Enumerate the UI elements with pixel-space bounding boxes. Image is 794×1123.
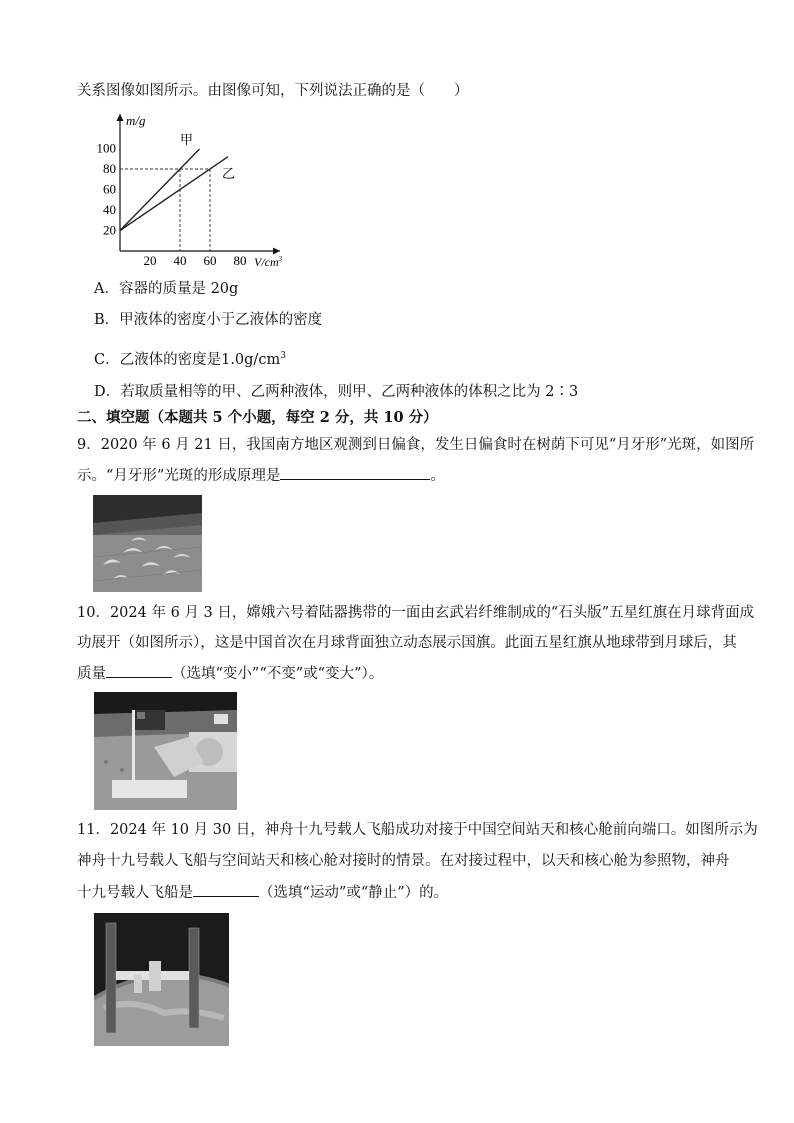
x-tick-labels xyxy=(144,253,247,268)
label-yi: 乙 xyxy=(222,166,236,181)
q11-line3: 十九号载人飞船是 （选填“运动”或“静止”）的。 xyxy=(77,882,448,903)
q11-answer-blank[interactable] xyxy=(193,882,259,897)
q10-line3: 质量 （选填“变小”“不变”或“变大”）。 xyxy=(77,663,383,684)
q9-line2: 示。“月牙形”光斑的形成原理是 。 xyxy=(77,465,445,486)
option-c[interactable]: C．乙液体的密度是$1.0g/cm^3$ xyxy=(94,351,286,368)
q8-stem-tail: 关系图像如图所示。由图像可知，下列说法正确的是（ ） xyxy=(77,83,469,99)
series-lines xyxy=(120,149,228,230)
space-station-photo xyxy=(94,913,229,1046)
q10-answer-blank[interactable] xyxy=(106,663,172,678)
section2-title: 二、填空题（本题共 5 个小题，每空 2 分，共 10 分） xyxy=(77,409,438,426)
solar-eclipse-shadow-photo xyxy=(93,495,202,592)
q11-line2: 神舟十九号载人飞船与空间站天和核心舱对接时的情景。在对接过程中，以天和核心舱为参照物，神舟 xyxy=(77,853,730,869)
mass-volume-graph xyxy=(88,108,303,273)
y-tick-80: 80 xyxy=(103,161,116,176)
q11-line1: 11．2024 年 10 月 30 日，神舟十九号载人飞船成功对接于中国空间站天和核心舱前向端口。如图所示为 xyxy=(77,822,758,838)
y-tick-20: 20 xyxy=(103,222,116,238)
moon-flag-photo xyxy=(94,692,237,810)
option-d[interactable]: D．若取质量相等的甲、乙两种液体，则甲、乙两种液体的体积之比为 2∶3 xyxy=(94,384,579,400)
q9-line1: 9．2020 年 6 月 21 日，我国南方地区观测到日偏食，发生日偏食时在树荫下可见“月牙形”光斑，如图所 xyxy=(77,437,755,453)
series-line-1 xyxy=(120,157,228,231)
option-a[interactable]: A．容器的质量是 20g xyxy=(94,281,239,297)
x-tick-20: 20 xyxy=(143,253,157,268)
q10-line1: 10．2024 年 6 月 3 日，嫦娥六号着陆器携带的一面由玄武岩纤维制成的“石头版”五星红旗在月球背面成 xyxy=(77,605,755,621)
y-tick-100: 100 xyxy=(96,140,116,156)
y-tick-40: 40 xyxy=(103,202,116,217)
x-axis-label: $V/cm^3$ xyxy=(254,255,283,269)
x-tick-60: 60 xyxy=(203,253,217,268)
y-axis-label: m/g xyxy=(126,113,146,128)
series-line-0 xyxy=(120,149,200,230)
q10-line2: 功展开（如图所示），这是中国首次在月球背面独立动态展示国旗。此面五星红旗从地球带到月球后，其 xyxy=(77,635,737,651)
guide-lines xyxy=(120,169,210,251)
q9-answer-blank[interactable] xyxy=(280,465,430,480)
option-b[interactable]: B．甲液体的密度小于乙液体的密度 xyxy=(94,312,323,328)
x-axis-label-sup: 3 xyxy=(278,255,283,263)
y-tick-labels xyxy=(97,141,117,238)
x-tick-40: 40 xyxy=(173,253,187,268)
y-tick-60: 60 xyxy=(103,181,116,197)
x-tick-80: 80 xyxy=(233,253,247,268)
label-jia: 甲 xyxy=(180,132,194,147)
